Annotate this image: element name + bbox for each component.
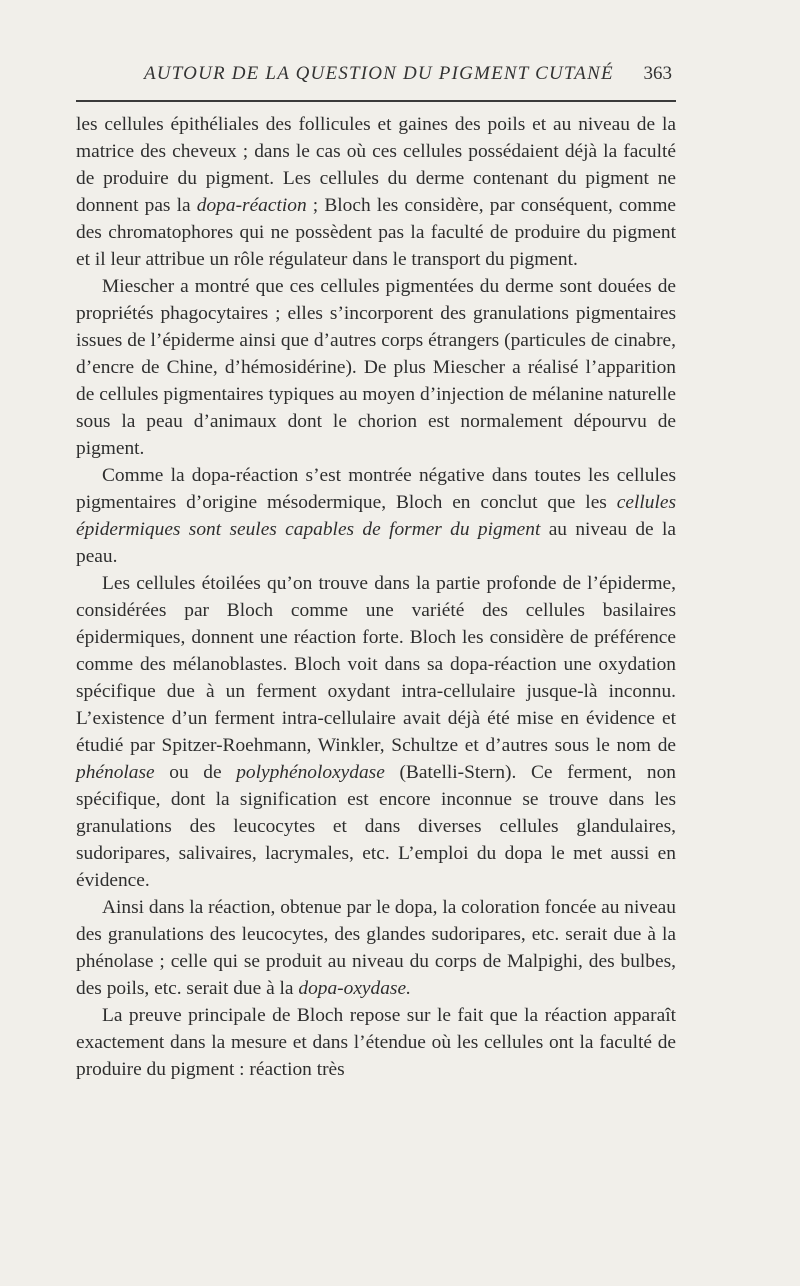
italic-text: dopa-oxydase.: [298, 978, 411, 999]
italic-text: dopa-réaction: [196, 195, 307, 216]
text-run: (Batelli-Stern). Ce ferment, non spécifique, dont la signification est encore inconnue se trouve dans les granulations des leucocytes et dans diverses cellules glandulaires, sudoripares, salivaires, lacrymales, etc. L’emploi du dopa le met aussi en évidence.: [76, 762, 676, 891]
text-run: les cellules épithéliales des follicules et gaines des poils et au niveau de la matrice des cheveux ; dans le cas où ces cellules possédaient déjà la faculté de produire du pigment. Les cellules du derme contenant du pigment ne donnent pas la: [76, 114, 676, 216]
text-run: Ainsi dans la réaction, obtenue par le dopa, la coloration foncée au niveau des granulations des leucocytes, des glandes sudoripares, etc. serait due à la phénolase ; celle qui se produit au niveau du corps de Malpighi, des bulbes, des poils, etc. serait due à la: [76, 897, 676, 999]
paragraph: [76, 462, 676, 570]
italic-text: polyphénoloxydase: [236, 762, 385, 783]
italic-text: cellules épidermiques sont seules capables de former du pigment: [76, 492, 676, 540]
paragraph: [76, 111, 676, 273]
body-text: [76, 111, 676, 1083]
paragraph: [76, 894, 676, 1002]
text-run: Miescher a montré que ces cellules pigmentées du derme sont douées de propriétés phagocytaires ; elles s’incorporent des granulations pigmentaires issues de l’épiderme ainsi que d’autres corps étrangers (particules de cinabre, d’encre de Chine, d’hémosidérine). De plus Miescher a réalisé l’apparition de cellules pigmentaires typiques au moyen d’injection de mélanine naturelle sous la peau d’animaux dont le chorion est normalement dépourvu de pigment.: [76, 276, 676, 459]
text-run: au niveau de la peau.: [76, 519, 676, 567]
text-run: ou de: [154, 762, 237, 783]
paragraph: [76, 570, 676, 894]
text-run: La preuve principale de Bloch repose sur le fait que la réaction apparaît exactement dans la mesure et dans l’étendue où les cellules ont la faculté de produire du pigment : réaction très: [76, 1005, 676, 1080]
running-title: AUTOUR DE LA QUESTION DU PIGMENT CUTANÉ: [144, 63, 614, 84]
text-run: ; Bloch les considère, par conséquent, comme des chromatophores qui ne possèdent pas la faculté de produire du pigment et il leur attribue un rôle régulateur dans le transport du pigment.: [76, 195, 677, 270]
paragraph: [76, 273, 676, 462]
text-run: Les cellules étoilées qu’on trouve dans la partie profonde de l’épiderme, considérées par Bloch comme une variété des cellules basilaires épidermiques, donnent une réaction forte. Bloch les considère de préférence comme des mélanoblastes. Bloch voit dans sa dopa-réaction une oxydation spécifique due à un ferment oxydant intra-cellulaire jusque-là inconnu. L’existence d’un ferment intra-cellulaire avait déjà été mise en évidence et étudié par Spitzer-Roehmann, Winkler, Schultze et d’autres sous le nom de: [76, 573, 676, 756]
paragraph: [76, 1002, 676, 1083]
page-number: 363: [643, 63, 672, 84]
header-rule: [76, 100, 676, 102]
book-page: [76, 0, 680, 1286]
italic-text: phénolase: [76, 762, 155, 783]
running-header: [76, 63, 680, 89]
text-run: Comme la dopa-réaction s’est montrée négative dans toutes les cellules pigmentaires d’origine mésodermique, Bloch en conclut que les: [76, 465, 676, 513]
